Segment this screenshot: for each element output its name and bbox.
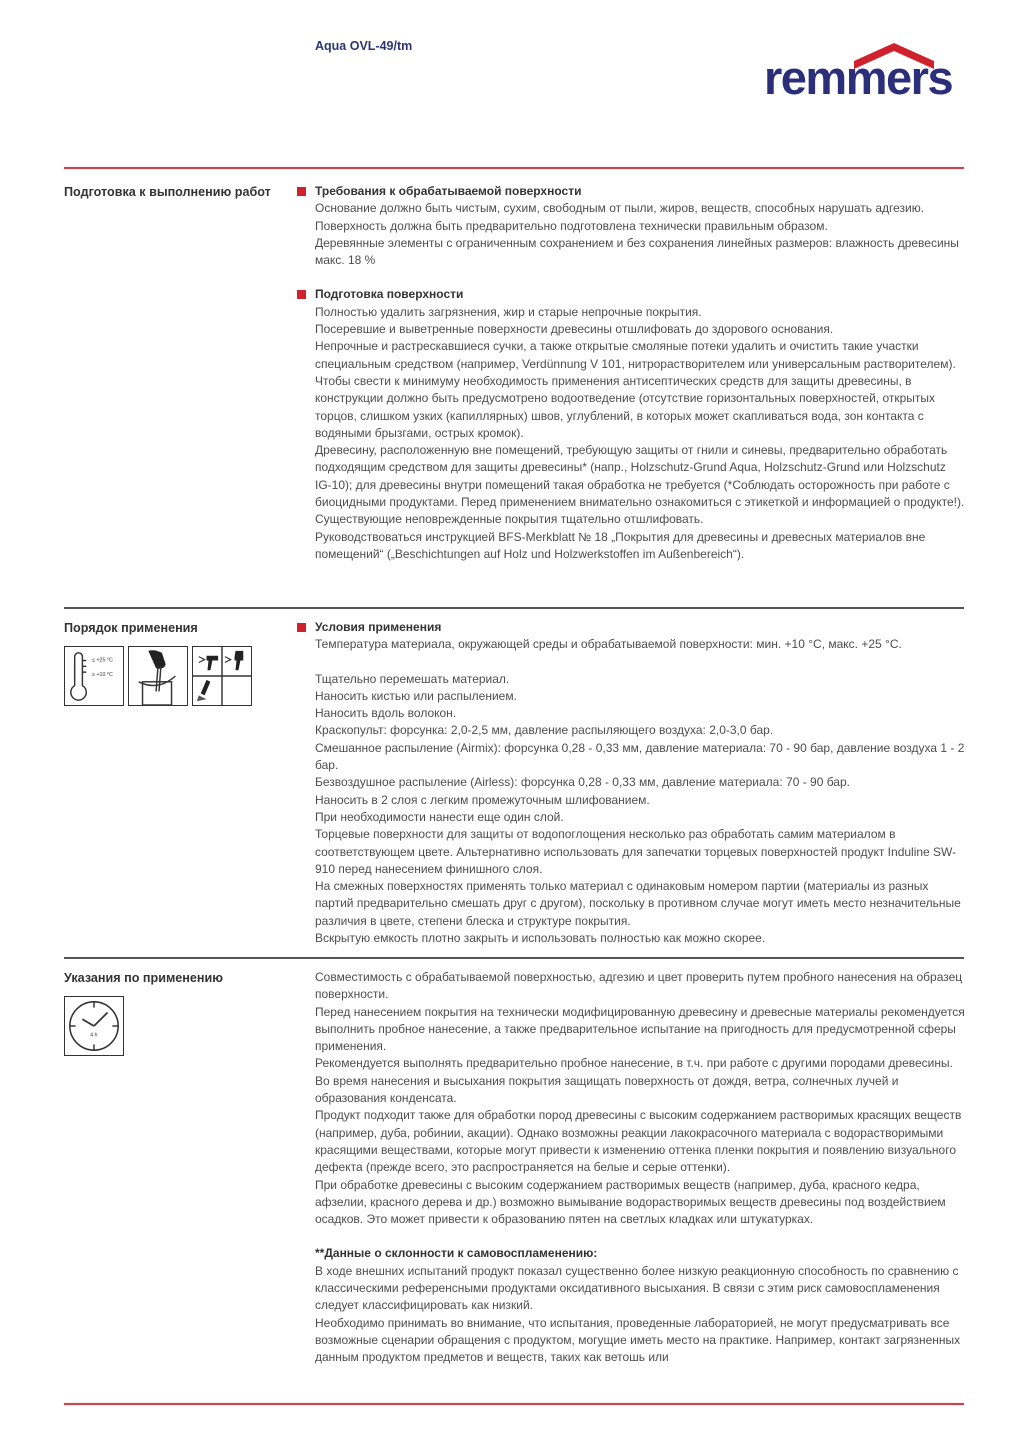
paragraph: При обработке древесины с высоким содержанием растворимых веществ (например, дуба, красного кедра, афзелии, красного дерева и др.) возможно вымывание водорастворимых веществ древесины под воздействием осадков. Это может привести к образованию пятен на светлых кладках или штукатурках. — [315, 1177, 946, 1227]
paragraph: Торцевые поверхности для защиты от водопоглощения несколько раз обработать самим материалом в соответствующем цвете. Альтернативно использовать для запечатки торцевых поверхностей продукт Induline SW-910 перед нанесением финишного слоя. — [315, 827, 957, 876]
paragraph: Полностью удалить загрязнения, жир и старые непрочные покрытия. — [315, 304, 702, 319]
section-content-preparation — [315, 183, 965, 563]
red-square-bullet-icon — [297, 623, 306, 632]
header-divider — [64, 167, 964, 169]
paragraph: Перед нанесением покрытия на технически модифицированную древесину и древесные материалы рекомендуется выполнить пробное нанесение, а также предварительное испытание на пригодность для предусмотренной сферы применения. — [315, 1004, 965, 1054]
red-square-bullet-icon — [297, 187, 306, 196]
subsection-application-conditions: Условия применения — [315, 619, 965, 636]
paragraph: Температура материала, окружающей среды и обрабатываемой поверхности: мин. +10 °C, макс. +25 °C. — [315, 637, 902, 652]
stir-material-icon — [128, 646, 188, 706]
paragraph: Существующие неповрежденные покрытия тщательно отшлифовать. — [315, 512, 704, 527]
paragraph: Наносить в 2 слоя с легким промежуточным шлифованием. — [315, 792, 650, 807]
subsection-surface-requirements: Требования к обрабатываемой поверхности — [315, 183, 965, 200]
paragraph: Наносить кистью или распылением. — [315, 688, 517, 703]
paragraph: Непрочные и растрескавшиеся сучки, а также открытые смоляные потеки удалить и очистить такие участки специальным средством (например, Verdünnung V 101, нитрорастворителем или универсальным растворителем). — [315, 339, 956, 371]
paragraph: Деревянные элементы с ограниченным сохранением и без сохранения линейных размеров: влажность древесины макс. 18 % — [315, 235, 959, 268]
paragraph: Вскрытую емкость плотно закрыть и использовать полностью как можно скорее. — [315, 931, 766, 946]
paragraph: Продукт подходит также для обработки пород древесины с высоким содержанием растворимых красящих веществ (например, дуба, робинии, акации). Однако возможны реакции лакокрасочного материала с водорастворимыми красящими веществами, которые могут привести к изменению оттенка пленки покрытия и появлению визуального дефекта (прежде всего, это распространяется на белые и серые оттенки). — [315, 1108, 962, 1175]
paragraph: Наносить вдоль волокон. — [315, 706, 457, 721]
clock-icon — [64, 996, 124, 1056]
paragraph: При необходимости нанести еще один слой. — [315, 809, 564, 824]
section-title-preparation: Подготовка к выполнению работ — [64, 185, 271, 199]
paragraph: Во время нанесения и высыхания покрытия защищать поверхность от дождя, ветра, солнечных лучей и образования конденсата. — [315, 1073, 899, 1106]
svg-text:≤ +25 °C: ≤ +25 °C — [92, 657, 113, 664]
paragraph: Чтобы свести к минимуму необходимость применения антисептических средств для защиты древесины, в конструкции должно быть предусмотрено водоотведение (отсутствие горизонтальных поверхностей, открытых торцов, слишком узких (капиллярных) швов, углублений, в которых может скапливаться вода, зон контакта с водяными брызгами, острых кромок). — [315, 373, 936, 440]
subsection-self-ignition: **Данные о склонности к самовоспламенению: — [315, 1246, 598, 1261]
section-divider — [64, 607, 964, 609]
application-notes-icons — [64, 996, 124, 1056]
section-divider — [64, 957, 964, 959]
brand-logo — [764, 38, 968, 108]
paragraph: Тщательно перемешать материал. — [315, 671, 510, 686]
paragraph: В ходе внешних испытаний продукт показал существенно более низкую реакционную способность по сравнению с классическими референсными продуктами оксидативного высыхания. В связи с этим риск самовоспламенения следует классифицировать как низкий. — [315, 1263, 959, 1313]
red-square-bullet-icon — [297, 290, 306, 299]
paragraph: Совместимость с обрабатываемой поверхностью, адгезию и цвет проверить путем пробного нанесения на образец поверхности. — [315, 970, 963, 1002]
paragraph: Краскопульт: форсунка: 2,0-2,5 мм, давление распыляющего воздуха: 2,0-3,0 бар. — [315, 723, 774, 738]
paragraph: Смешанное распыление (Airmix): форсунка 0,28 - 0,33 мм, давление материала: 70 - 90 бар, давление воздуха 1 - 2 бар. — [315, 740, 965, 773]
section-content-application-notes — [315, 969, 965, 1367]
paragraph: На смежных поверхностях применять только материал с одинаковым номером партии (материалы из разных партий предварительно смешать друг с другом), поскольку в противном случае могут иметь место незначительные различия в цвете, степени блеска и структуре покрытия. — [315, 879, 961, 928]
application-methods-icon — [192, 646, 252, 706]
section-title-application-notes: Указания по применению — [64, 971, 223, 985]
paragraph: Безвоздушное распыление (Airless): форсунка 0,28 - 0,33 мм, давление материала: 70 - 90 бар. — [315, 775, 850, 790]
svg-text:4 h: 4 h — [90, 1032, 98, 1039]
application-icons — [64, 646, 252, 706]
paragraph: Основание должно быть чистым, сухим, свободным от пыли, жиров, веществ, способных нарушать адгезию. Поверхность должна быть предварительно подготовлена технически правильным образом. — [315, 201, 925, 233]
paragraph: Руководствоваться инструкцией BFS-Merkblatt № 18 „Покрытия для древесины и древесных материалов вне помещений“ („Beschichtungen auf Holz und Holzwerkstoffen im Außenbereich“). — [315, 529, 926, 561]
subsection-surface-preparation: Подготовка поверхности — [315, 286, 965, 303]
logo-wordmark: remmers — [764, 51, 953, 104]
paragraph: Древесину, расположенную вне помещений, требующую защиты от гнили и синевы, предварительно обработать подходящим средством для защиты древесины* (напр., Holzschutz-Grund Aqua, Holzschutz-Grund или Holzschutz IG-10); для древесины внутри помещений такая обработка не требуется (*Соблюдать осторожность при работе с биоцидными продуктами. Перед применением внимательно ознакомиться с этикеткой и информацией о продукте!). — [315, 443, 965, 510]
footer-divider — [64, 1403, 964, 1405]
section-content-application-order — [315, 619, 965, 947]
paragraph: Необходимо принимать во внимание, что испытания, проведенные лабораторией, не могут предусматривать все возможные сценарии обращения с продуктом, могущие иметь место на практике. Например, контакт загрязненных данным продуктом предметов и веществ, таких как ветошь или — [315, 1315, 961, 1365]
product-name: Aqua OVL-49/tm — [315, 39, 413, 53]
thermometer-icon — [64, 646, 124, 706]
section-title-application-order: Порядок применения — [64, 621, 198, 635]
paragraph: Рекомендуется выполнять предварительно пробное нанесение, в т.ч. при работе с другими породами древесины. — [315, 1056, 953, 1071]
paragraph: Посеревшие и выветренные поверхности древесины отшлифовать до здорового основания. — [315, 322, 834, 337]
svg-text:≥ +10 °C: ≥ +10 °C — [92, 672, 113, 678]
